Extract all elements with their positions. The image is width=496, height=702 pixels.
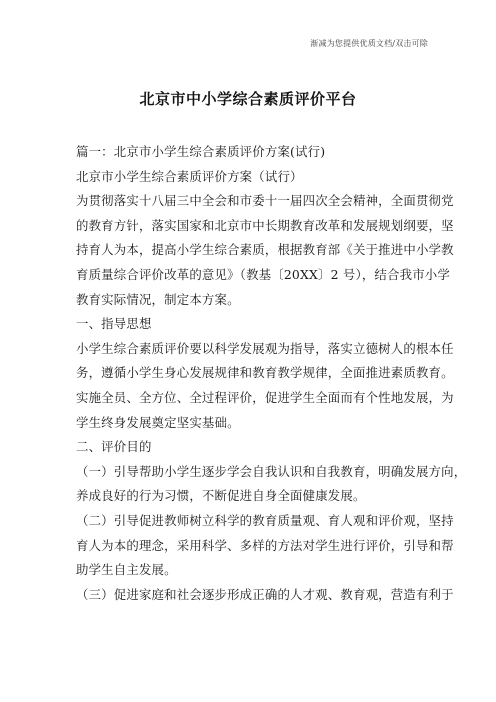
text-line: 助学生自主发展。 <box>76 562 177 578</box>
text-line: （一）引导帮助小学生逐步学会自我认识和自我教育，明确发展方向， <box>76 463 467 479</box>
text-line: 篇一：北京市小学生综合素质评价方案(试行) <box>76 144 326 159</box>
text-line: 育质量综合评价改革的意见》（教基〔20XX〕2 号），结合我市小学 <box>76 266 450 282</box>
text-line: 持育人为本，提高小学生综合素质，根据教育部《关于推进中小学教 <box>76 242 454 258</box>
text-line: 小学生综合素质评价要以科学发展观为指导，落实立德树人的根本任 <box>76 340 454 356</box>
document-body <box>76 140 467 607</box>
text-line: （二）引导促进教师树立科学的教育质量观、育人观和评价观，坚持 <box>76 512 454 528</box>
text-line: （三）促进家庭和社会逐步形成正确的人才观、教育观，营造有利于 <box>76 586 454 602</box>
text-line: 实施全员、全方位、全过程评价，促进学生全面而有个性地发展，为 <box>76 389 454 405</box>
text-line: 为贯彻落实十八届三中全会和市委十一届四次全会精神，全面贯彻党 <box>76 193 454 209</box>
header-note: 渐减为您提供优质文档/双击可除 <box>310 39 428 48</box>
section-heading: 一、指导思想 <box>76 316 152 332</box>
text-line: 的教育方针，落实国家和北京市中长期教育改革和发展规划纲要，坚 <box>76 217 454 233</box>
document-title: 北京市中小学综合素质评价平台 <box>139 90 357 108</box>
text-line: 育人为本的理念，采用科学、多样的方法对学生进行评价，引导和帮 <box>76 537 454 553</box>
text-line: 北京市小学生综合素质评价方案（试行） <box>76 168 303 184</box>
text-line: 务，遵循小学生身心发展规律和教育教学规律，全面推进素质教育。 <box>76 365 454 381</box>
text-line: 养成良好的行为习惯，不断促进自身全面健康发展。 <box>76 488 366 504</box>
section-heading: 二、评价目的 <box>76 439 152 455</box>
text-line: 学生终身发展奠定坚实基础。 <box>76 414 240 430</box>
text-line: 教育实际情况，制定本方案。 <box>76 291 240 307</box>
